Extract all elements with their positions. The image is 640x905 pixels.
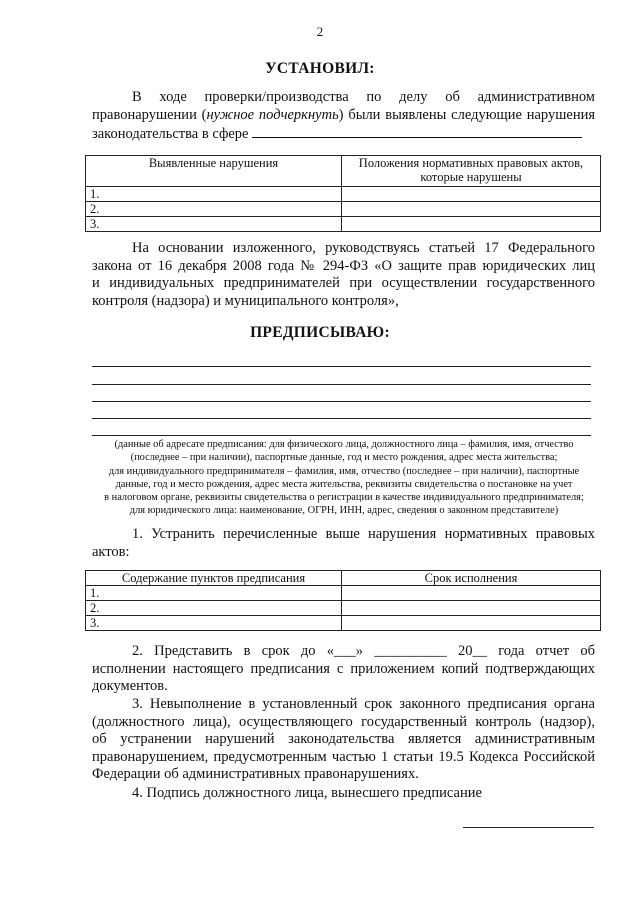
intro-line-2: [92, 107, 595, 125]
note-line: в налоговом органе, реквизиты свидетельства о регистрации в качестве индивидуального предпринимателя;: [104, 492, 584, 504]
deadline-col-header: Срок исполнения: [342, 571, 601, 586]
item-1-line-2: актов:: [92, 543, 130, 560]
item-1-line-1: 1. Устранить перечисленные выше нарушения нормативных правовых: [132, 526, 595, 542]
item-3-line-1: 3. Невыполнение в установленный срок законного предписания органа: [132, 696, 595, 712]
table-row: [86, 187, 601, 202]
note-line: для юридического лица: наименование, ОГРН, ИНН, адрес, сведения о законном представителе): [129, 505, 559, 517]
basis-line-3: и индивидуальных предпринимателей при осуществлении государственного: [92, 275, 595, 292]
table-row: [86, 616, 601, 631]
heading-prescribe: ПРЕДПИСЫВАЮ:: [250, 324, 390, 341]
basis-line-4: контроля (надзора) и муниципального контроля»,: [92, 292, 399, 309]
table-row: [86, 202, 601, 217]
addressee-blank-line: [92, 401, 591, 402]
note-line: (данные об адресате предписания: для физического лица, должностного лица – фамилия, имя, отчество: [114, 439, 574, 450]
items-table-header: [86, 571, 601, 586]
prescription-items-table: [85, 570, 601, 631]
note-line: (последнее – при наличии), паспортные данные, год и место рождения, адрес места жительства;: [130, 452, 558, 464]
intro-line-2-start: правонарушении (: [92, 106, 207, 123]
table-cell: 1.: [86, 586, 342, 601]
basis-line-2: закона от 16 декабря 2008 года № 294-ФЗ «О защите прав юридических лиц: [92, 257, 595, 274]
item-3: [92, 696, 595, 784]
intro-line-2-italic: нужное подчеркнуть: [206, 106, 339, 123]
addressee-blank-line: [92, 435, 591, 436]
note-line: данные, год и место рождения, адрес места жительства, реквизиты свидетельства о постановке на учет: [115, 478, 573, 490]
heading-established: УСТАНОВИЛ:: [265, 60, 375, 77]
item-2-line-2: исполнении настоящего предписания с приложением копий подтверждающих: [92, 660, 595, 677]
table-cell: 1.: [86, 187, 342, 202]
item-3-line-4: правонарушением, предусмотренным частью 1 статьи 19.5 Кодекса Российской: [92, 748, 595, 765]
intro-line-3-text: законодательства в сфере: [92, 126, 249, 143]
violations-col-header: Выявленные нарушения: [86, 156, 342, 187]
item-4-line: 4. Подпись должностного лица, вынесшего предписание: [132, 785, 482, 801]
intro-paragraph: [92, 89, 595, 144]
items-content-col-header: Содержание пунктов предписания: [86, 571, 342, 586]
item-4: [92, 785, 595, 803]
item-2-line-3: документов.: [92, 678, 168, 695]
page-number: 2: [316, 24, 324, 39]
table-row: [86, 601, 601, 616]
addressee-blank-line: [92, 366, 591, 367]
violations-table-header: [86, 156, 601, 187]
addressee-blank-line: [92, 384, 591, 385]
basis-line-1: На основании изложенного, руководствуясь статьей 17 Федерального: [132, 240, 595, 256]
item-1: [92, 526, 595, 561]
signature-line: [463, 827, 594, 828]
addressee-note: [88, 438, 600, 518]
item-3-line-3: об устранении нарушений законодательства является административным: [92, 731, 595, 748]
table-row: [86, 586, 601, 601]
note-line: для индивидуального предпринимателя – фамилия, имя, отчество (последнее – при наличии), паспортные: [108, 465, 580, 477]
table-cell: 3.: [86, 616, 342, 631]
table-cell: [342, 217, 601, 232]
intro-line-2-end: ) были выявлены следующие нарушения: [338, 106, 596, 123]
table-cell: 2.: [86, 601, 342, 616]
table-cell: [342, 601, 601, 616]
item-2-line-1: 2. Представить в срок до «___» __________ 20__ года отчет об: [132, 643, 595, 659]
table-row: [86, 217, 601, 232]
table-cell: [342, 616, 601, 631]
sphere-blank-line: [252, 124, 582, 138]
norms-col-header: Положения нормативных правовых актов, которые нарушены: [342, 156, 601, 187]
table-cell: [342, 586, 601, 601]
item-3-line-5: Федерации об административных правонарушениях.: [92, 766, 419, 783]
basis-paragraph: [92, 240, 595, 310]
addressee-blank-line: [92, 418, 591, 419]
item-3-line-2: (должностного лица), осуществляющего государственный контроль (надзор),: [92, 713, 595, 730]
item-2: [92, 643, 595, 696]
violations-table: [85, 155, 601, 232]
table-cell: 3.: [86, 217, 342, 232]
table-cell: [342, 187, 601, 202]
table-cell: [342, 202, 601, 217]
intro-line-3: [92, 124, 595, 144]
table-cell: 2.: [86, 202, 342, 217]
intro-line-1: В ходе проверки/производства по делу об административном: [132, 89, 595, 105]
